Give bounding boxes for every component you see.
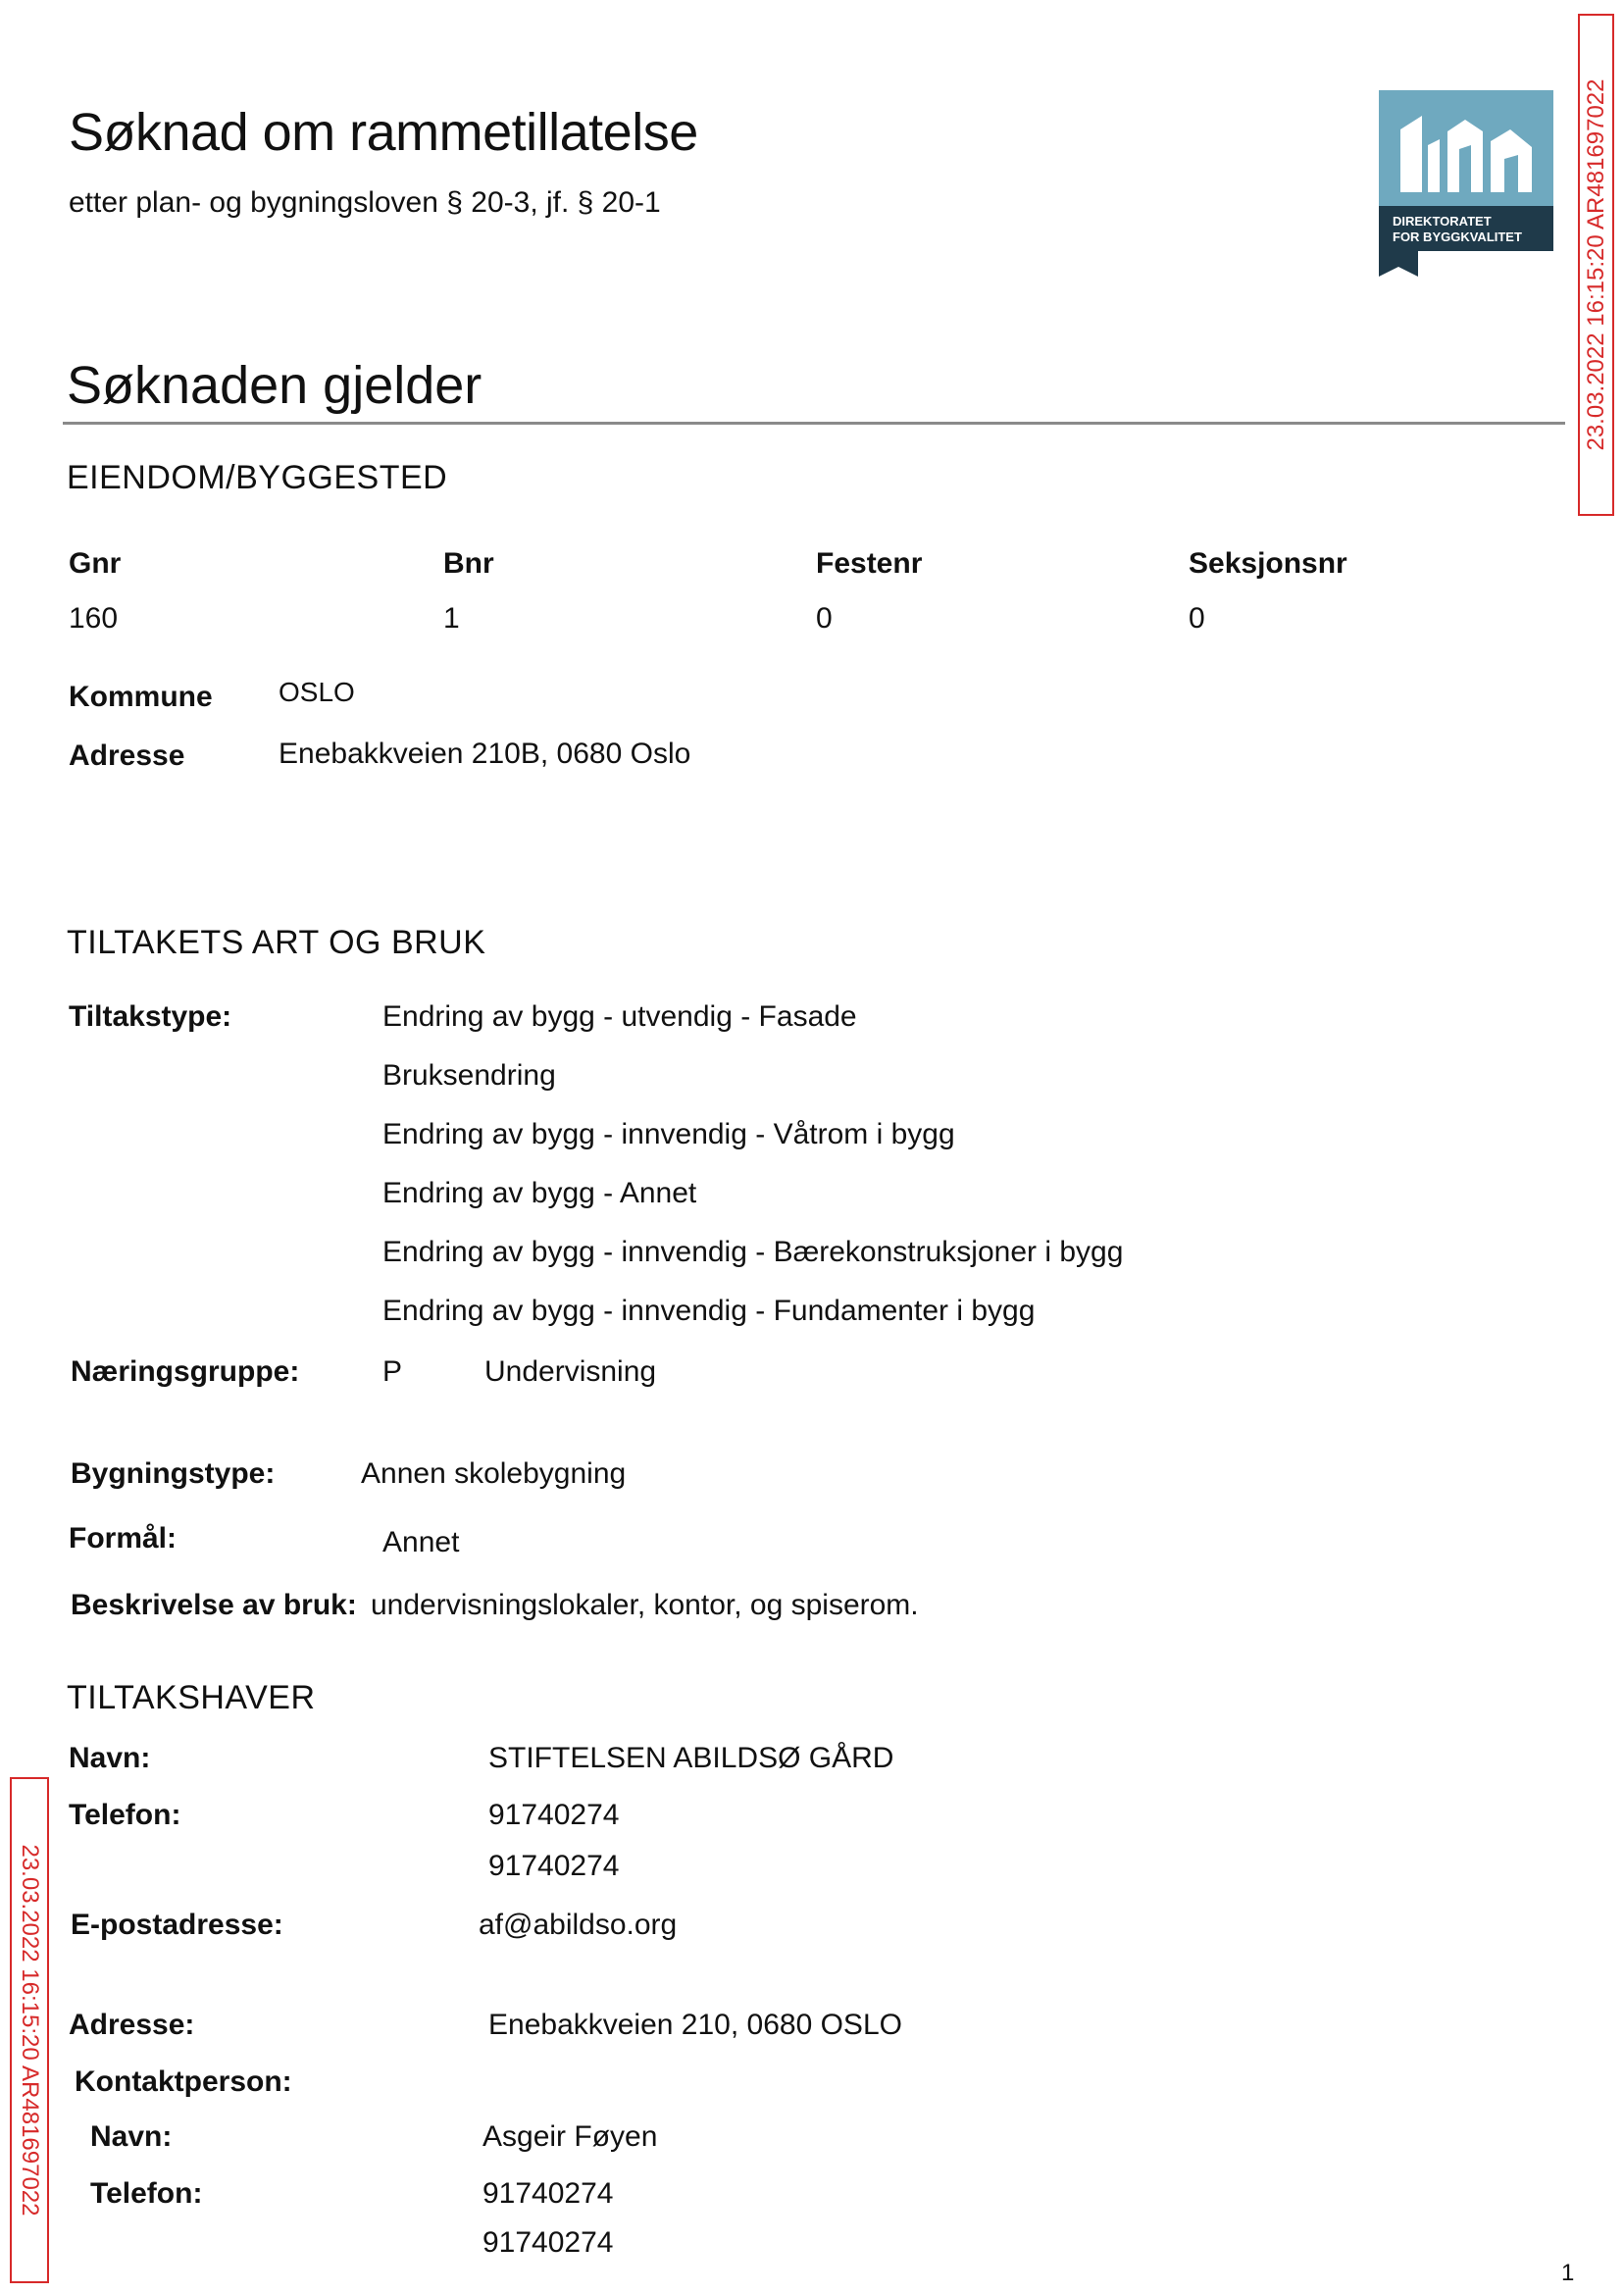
bnr-label: Bnr: [443, 547, 494, 580]
bnr-value: 1: [443, 602, 460, 635]
tiltakshaver-epost-label: E-postadresse:: [71, 1909, 283, 1941]
tiltakshaver-telefon-value: 91740274: [488, 1850, 620, 1882]
svg-text:FOR BYGGKVALITET: FOR BYGGKVALITET: [1393, 229, 1522, 244]
naeringsgruppe-code: P: [382, 1355, 403, 1388]
kommune-value: OSLO: [279, 677, 355, 707]
naeringsgruppe-label: Næringsgruppe:: [71, 1355, 300, 1388]
tiltakshaver-navn-label: Navn:: [69, 1742, 151, 1774]
beskrivelse-label: Beskrivelse av bruk:: [71, 1589, 357, 1621]
kontakt-navn-value: Asgeir Føyen: [482, 2120, 658, 2153]
kontakt-navn-label: Navn:: [90, 2120, 173, 2153]
tiltakstype-item: Endring av bygg - innvendig - Bærekonstruksjoner i bygg: [382, 1236, 1124, 1268]
festenr-value: 0: [816, 602, 833, 635]
kommune-label: Kommune: [69, 681, 213, 713]
gnr-label: Gnr: [69, 547, 122, 580]
section-divider: [63, 422, 1565, 425]
document-title: Søknad om rammetillatelse: [69, 103, 698, 162]
tiltakshaver-heading: TILTAKSHAVER: [67, 1679, 316, 1716]
adresse-label: Adresse: [69, 739, 185, 772]
tiltakstype-item: Endring av bygg - innvendig - Fundamenter i bygg: [382, 1295, 1036, 1327]
beskrivelse-value: undervisningslokaler, kontor, og spiserom.: [371, 1589, 919, 1621]
seksjonsnr-value: 0: [1189, 602, 1205, 635]
eiendom-heading: EIENDOM/BYGGESTED: [67, 459, 448, 496]
festenr-label: Festenr: [816, 547, 923, 580]
section-title: Søknaden gjelder: [67, 356, 482, 415]
svg-text:DIREKTORATET: DIREKTORATET: [1393, 214, 1492, 229]
tiltakstype-item: Endring av bygg - Annet: [382, 1177, 697, 1209]
stamp-text: 23.03.2022 16:15:20 AR481697022: [17, 1844, 43, 2217]
kontaktperson-label: Kontaktperson:: [75, 2065, 292, 2098]
document-subtitle: etter plan- og bygningsloven § 20-3, jf. § 20-1: [69, 186, 661, 219]
dibk-logo-graphic: [1379, 90, 1553, 277]
tiltakstype-item: Bruksendring: [382, 1059, 556, 1092]
naeringsgruppe-value: Undervisning: [484, 1355, 657, 1388]
tiltakstype-label: Tiltakstype:: [69, 1000, 232, 1033]
tiltakshaver-epost-value: af@abildso.org: [479, 1909, 678, 1941]
kontakt-telefon-value: 91740274: [482, 2226, 614, 2259]
tiltakshaver-telefon-value: 91740274: [488, 1799, 620, 1831]
tiltakshaver-adresse-value: Enebakkveien 210, 0680 OSLO: [488, 2009, 902, 2041]
tiltakshaver-navn-value: STIFTELSEN ABILDSØ GÅRD: [488, 1742, 894, 1774]
tiltakstype-item: Endring av bygg - innvendig - Våtrom i bygg: [382, 1118, 955, 1150]
bygningstype-label: Bygningstype:: [71, 1457, 276, 1490]
formal-label: Formål:: [69, 1522, 178, 1555]
bygningstype-value: Annen skolebygning: [361, 1457, 627, 1490]
kontakt-telefon-label: Telefon:: [90, 2177, 203, 2210]
tiltak-heading: TILTAKETS ART OG BRUK: [67, 924, 486, 961]
tiltakshaver-telefon-label: Telefon:: [69, 1799, 181, 1831]
tiltakshaver-adresse-label: Adresse:: [69, 2009, 195, 2041]
registration-stamp-top: [1578, 14, 1614, 516]
adresse-value: Enebakkveien 210B, 0680 Oslo: [279, 738, 691, 770]
dibk-logo: [1379, 90, 1553, 277]
formal-value: Annet: [382, 1526, 460, 1558]
stamp-text: 23.03.2022 16:15:20 AR481697022: [1582, 78, 1609, 451]
tiltakstype-item: Endring av bygg - utvendig - Fasade: [382, 1000, 857, 1033]
registration-stamp-bottom: [10, 1777, 49, 2283]
gnr-value: 160: [69, 602, 119, 635]
kontakt-telefon-value: 91740274: [482, 2177, 614, 2210]
seksjonsnr-label: Seksjonsnr: [1189, 547, 1347, 580]
page-number: 1: [1561, 2260, 1575, 2286]
